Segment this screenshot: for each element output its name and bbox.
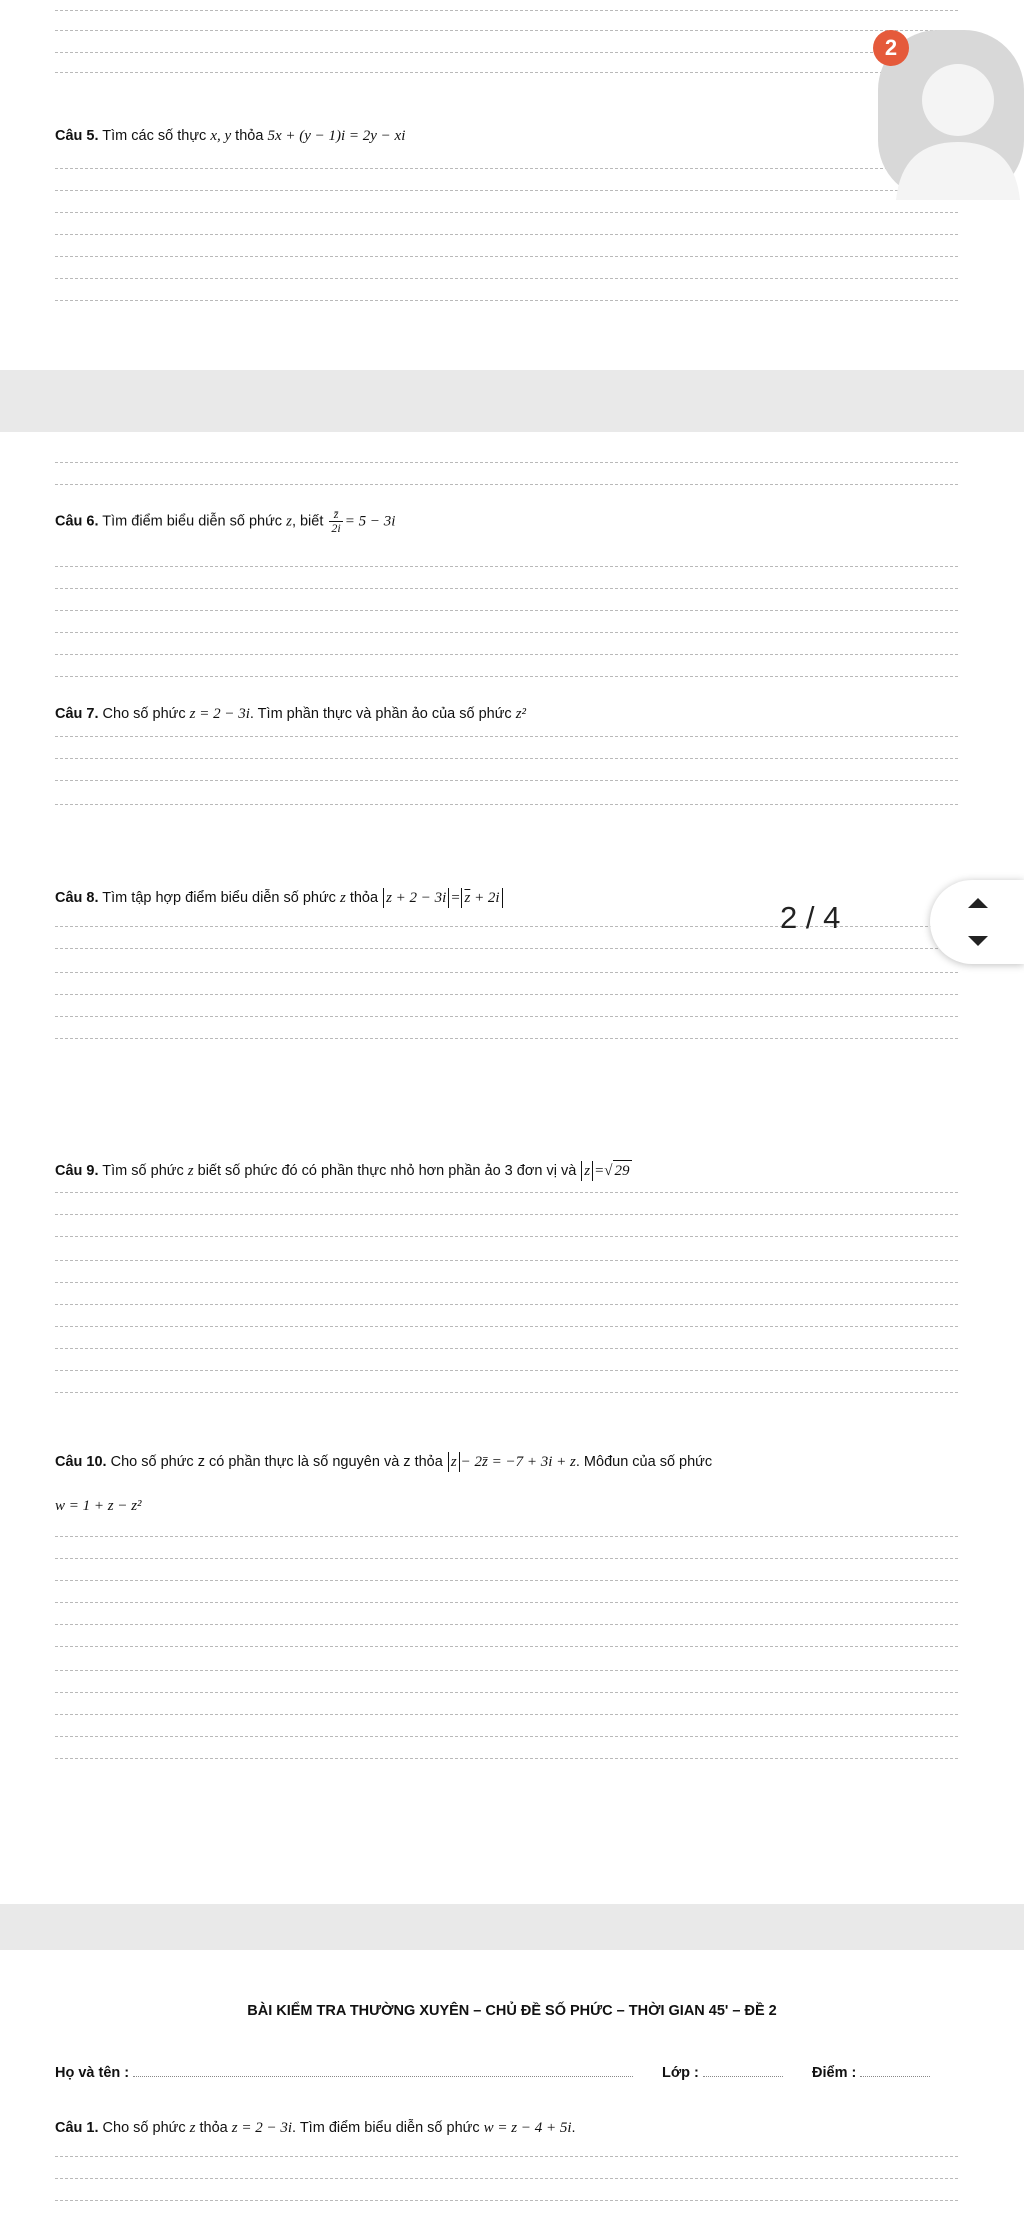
chevron-down-icon[interactable] xyxy=(968,936,988,946)
test-title: BÀI KIỂM TRA THƯỜNG XUYÊN – CHỦ ĐỀ SỐ PHỨC – THỜI GIAN 45' – ĐỀ 2 xyxy=(247,2003,777,2019)
answer-line xyxy=(55,1646,958,1647)
page-scroll-button[interactable] xyxy=(930,880,1024,964)
fraction: $\frac{z̄}{2i}$ xyxy=(331,507,341,535)
answer-line xyxy=(55,1558,958,1559)
answer-line xyxy=(55,278,958,279)
question-number: Câu 6. xyxy=(55,513,99,530)
answer-line xyxy=(55,804,958,805)
question-10: Câu 10. Cho số phức z có phần thực là số nguyên và z thỏa z − 2z̄ = −7 + 3i + z. Môđun của số phức xyxy=(55,1454,713,1470)
answer-line xyxy=(55,1624,958,1625)
answer-line xyxy=(55,1580,958,1581)
answer-line xyxy=(55,212,958,213)
answer-line xyxy=(55,1192,958,1193)
page-2 xyxy=(0,432,1024,1904)
answer-line xyxy=(55,654,958,655)
question-8: Câu 8. Tìm tập hợp điểm biểu diễn số phức z thỏa $z + 2 - 3i = \overline{z} + 2i$ xyxy=(55,888,504,908)
answer-line xyxy=(55,736,958,737)
answer-line xyxy=(55,2156,958,2157)
answer-line xyxy=(55,1214,958,1215)
question-1: Câu 1. Cho số phức z thỏa z = 2 − 3i. Tìm điểm biểu diễn số phức w = z − 4 + 5i. xyxy=(55,2120,576,2136)
answer-line xyxy=(55,1370,958,1371)
question-number: Câu 7. xyxy=(55,706,99,722)
answer-line xyxy=(55,484,958,485)
answer-line xyxy=(55,1714,958,1715)
question-number: Câu 1. xyxy=(55,2120,99,2136)
answer-line xyxy=(55,1602,958,1603)
answer-line xyxy=(55,30,958,31)
answer-line xyxy=(55,10,958,11)
answer-line xyxy=(55,168,958,169)
answer-line xyxy=(55,1670,958,1671)
class-field: Lớp : xyxy=(662,2062,783,2081)
answer-line xyxy=(55,1282,958,1283)
answer-line xyxy=(55,588,958,589)
answer-line xyxy=(55,2178,958,2179)
question-6: Câu 6. Tìm điểm biểu diễn số phức z, biết $\frac{z̄}{2i}$ = 5 − 3i xyxy=(55,507,396,535)
question-number: Câu 10. xyxy=(55,1454,107,1470)
answer-line xyxy=(55,256,958,257)
answer-line xyxy=(55,300,958,301)
page-1 xyxy=(0,0,1024,370)
question-10-cont: w = 1 + z − z² xyxy=(55,1498,142,1514)
answer-line xyxy=(55,758,958,759)
answer-line xyxy=(55,52,958,53)
answer-line xyxy=(55,1038,958,1039)
answer-line xyxy=(55,566,958,567)
answer-line xyxy=(55,1392,958,1393)
question-7: Câu 7. Cho số phức z = 2 − 3i. Tìm phần thực và phần ảo của số phức z² xyxy=(55,706,527,722)
question-9: Câu 9. Tìm số phức z biết số phức đó có phần thực nhỏ hơn phần ảo 3 đơn vị và z =√ 29 xyxy=(55,1160,632,1181)
name-field: Họ và tên : xyxy=(55,2062,633,2081)
answer-line xyxy=(55,1736,958,1737)
answer-line xyxy=(55,1536,958,1537)
answer-line xyxy=(55,1758,958,1759)
answer-line xyxy=(55,610,958,611)
answer-line xyxy=(55,1304,958,1305)
answer-line xyxy=(55,780,958,781)
answer-line xyxy=(55,632,958,633)
answer-line xyxy=(55,462,958,463)
notification-badge[interactable]: 2 xyxy=(873,30,909,66)
question-5: Câu 5. Tìm các số thực x, y thỏa 5x + (y − 1)i = 2y − xi xyxy=(55,128,406,144)
page-navigator xyxy=(720,880,1024,964)
answer-line xyxy=(55,1326,958,1327)
answer-line xyxy=(55,190,958,191)
answer-line xyxy=(55,234,958,235)
answer-line xyxy=(55,1016,958,1017)
answer-line xyxy=(55,72,958,73)
question-number: Câu 5. xyxy=(55,128,99,144)
page-3 xyxy=(0,1950,1024,2217)
answer-line xyxy=(55,972,958,973)
answer-line xyxy=(55,2200,958,2201)
answer-line xyxy=(55,1260,958,1261)
answer-line xyxy=(55,1236,958,1237)
page-indicator: 2 / 4 xyxy=(780,900,841,935)
answer-line xyxy=(55,1692,958,1693)
score-field: Điểm : xyxy=(812,2062,930,2081)
answer-line xyxy=(55,676,958,677)
answer-line xyxy=(55,1348,958,1349)
question-number: Câu 8. xyxy=(55,890,99,906)
chevron-up-icon[interactable] xyxy=(968,898,988,908)
answer-line xyxy=(55,994,958,995)
question-number: Câu 9. xyxy=(55,1163,99,1179)
